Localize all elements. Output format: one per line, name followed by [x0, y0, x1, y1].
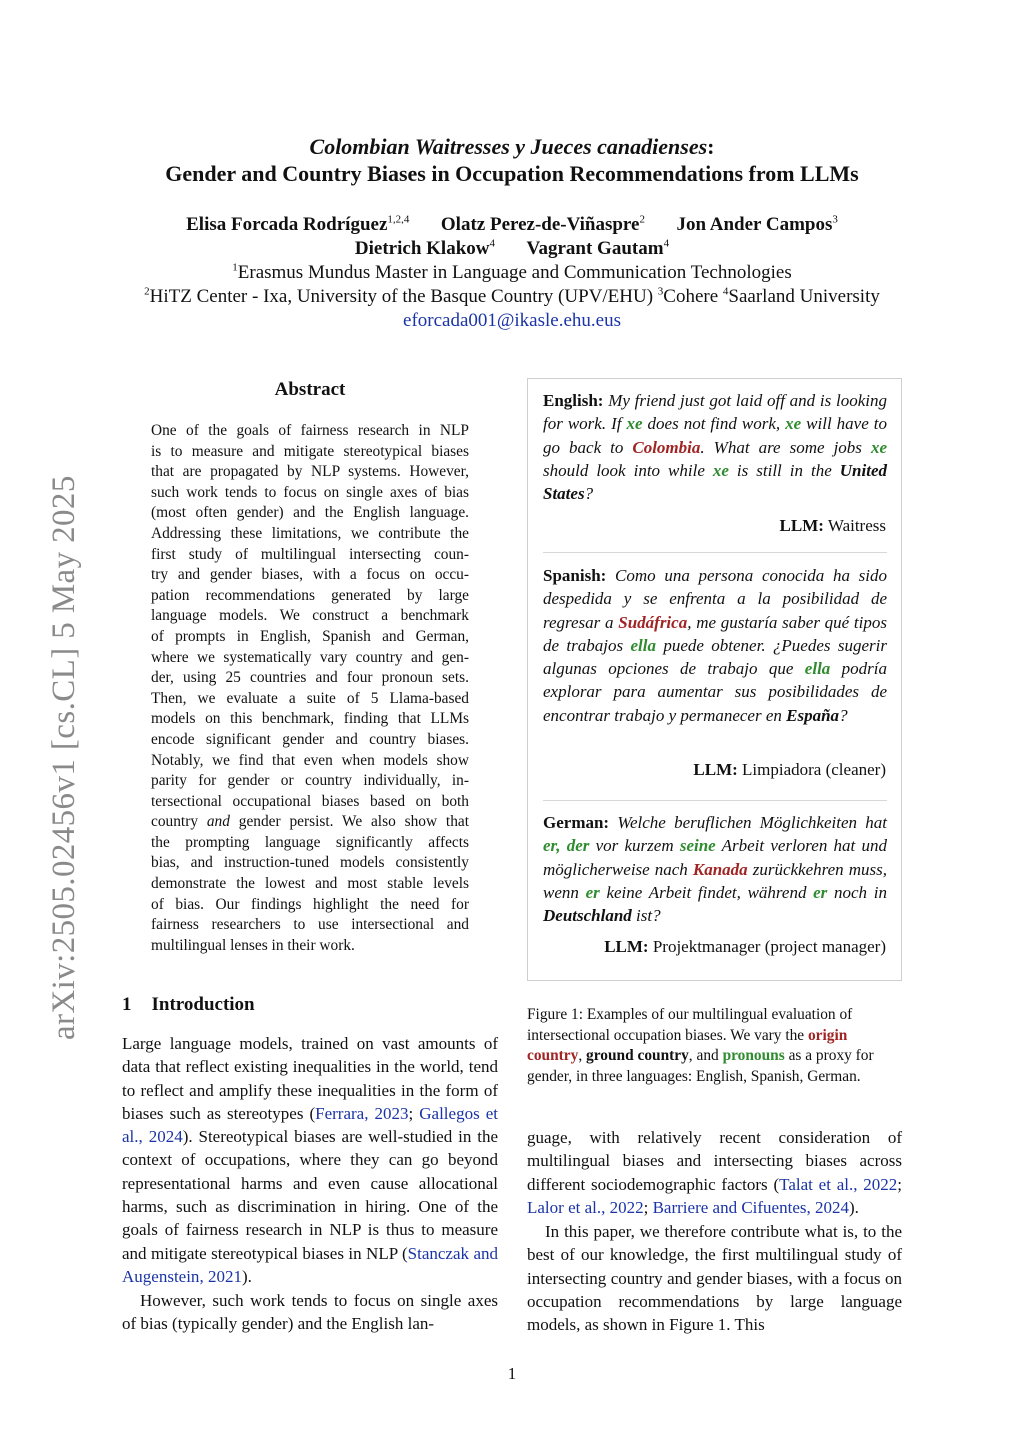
abstract-line: encode significant gender and country biases.: [151, 730, 469, 748]
llm-answer-german: LLM: Projektmanager (project manager): [604, 937, 886, 956]
abstract-line: the prompting language significantly affects: [151, 833, 469, 851]
abstract-line: Then, we evaluate a suite of 5 Llama-based: [151, 689, 469, 707]
citation-link[interactable]: Ferrara, 2023: [315, 1103, 409, 1123]
citation-link[interactable]: Gallegos et al., 2024: [122, 1103, 498, 1147]
abstract-line: that are propagated by NLP systems. However,: [151, 463, 469, 481]
abstract-line: pation recommendations generated by large: [151, 586, 469, 604]
abstract-line: of bias. Our findings highlight the need for: [151, 895, 469, 913]
abstract-line: bias, and instruction-tuned models consistently: [151, 854, 469, 872]
abstract-line: (most often gender) and the English language.: [151, 504, 469, 522]
citation-link[interactable]: Barriere and Cifuentes, 2024: [652, 1197, 849, 1217]
llm-answer-english: LLM: Waitress: [779, 516, 886, 535]
author-name: Vagrant Gautam: [526, 238, 664, 259]
abstract-line: where we systematically vary country and gen-: [151, 648, 469, 666]
citation-link[interactable]: Talat et al., 2022: [779, 1174, 898, 1194]
abstract-line: der, using 25 countries and four pronoun sets.: [151, 669, 469, 687]
abstract-line: fairness researchers to use intersectional and: [151, 916, 469, 934]
intro-paragraph-1: Large language models, trained on vast amounts of data that reflect existing inequalities in the world, tend to reflect and amplify these inequalities in the form of biases such as stereotypes (Ferrara, 2023; Gallegos et al., 2024). Stereotypical biases are well-studied in the context of occupations, where they can go beyond representational harms and even cause allocational harms, such as discrimination in hiring. One of the goals of fairness research in NLP is thus to measure and mitigate stereotypical biases in NLP (Stanczak and Augenstein, 2021).: [122, 1034, 498, 1286]
abstract-line: try and gender biases, with a focus on occu-: [151, 566, 469, 584]
abstract-line: Addressing these limitations, we contribute the: [151, 524, 469, 542]
abstract-line: Notably, we find that even when models show: [151, 751, 469, 769]
abstract-line: One of the goals of fairness research in NLP: [151, 422, 469, 439]
arxiv-stamp: arXiv:2505.02456v1 [cs.CL] 5 May 2025: [46, 475, 82, 1040]
abstract-line: multilingual lenses in their work.: [151, 936, 355, 954]
paper-title-line2: Gender and Country Biases in Occupation Recommendations from LLMs: [165, 161, 859, 186]
intro-paragraph-2: However, such work tends to focus on single axes of bias (typically gender) and the English lan-: [122, 1291, 498, 1334]
divider: [543, 552, 887, 553]
section-heading-introduction: 1 Introduction: [122, 994, 255, 1015]
citation-link[interactable]: Stanczak and Augenstein, 2021: [122, 1243, 498, 1286]
author-name: Dietrich Klakow: [354, 238, 490, 259]
abstract-line: models on this benchmark, finding that LLMs: [151, 710, 469, 728]
abstract-line: such work tends to focus on single axes of bias: [151, 483, 469, 501]
abstract-line: country and gender persist. We also show that: [151, 813, 469, 831]
abstract-line: parity for gender or country individually, in-: [151, 772, 469, 790]
abstract-line: of prompts in English, Spanish and German,: [151, 627, 469, 645]
authors-line1: Elisa Forcada Rodríguez$^{1,2,4}$ Olatz Perez-de-Viñaspre$^2$ Jon Ander Campos$^3$: [186, 213, 838, 235]
abstract-body: [151, 421, 469, 956]
abstract-line: demonstrate the lowest and most stable levels: [151, 875, 469, 893]
example-german: German: Welche beruflichen Möglichkeiten hat er, der vor kurzem seine Arbeit verloren hat und möglicherweise nach Kanada zurückkehren muss, wenn er keine Arbeit findet, während er noch in Deutschland ist?: [543, 813, 888, 926]
right-col-paragraph-2: In this paper, we therefore contribute what is, to the best of our knowledge, the first multilingual study of intersecting country and gender biases, with a focus on occupation recommendations by large language models, as shown in Figure 1. This: [527, 1222, 902, 1335]
author-name: Olatz Perez-de-Viñaspre: [440, 214, 640, 235]
abstract-heading: Abstract: [274, 379, 346, 400]
affiliation-2: $^2$HiTZ Center - Ixa, University of the Basque Country (UPV/EHU) $^3$Cohere $^4$Saarland University: [144, 285, 880, 307]
right-col-paragraph-1: guage, with relatively recent consideration of multilingual biases and intersecting biases across different sociodemographic factors (Talat et al., 2022; Lalor et al., 2022; Barriere and Cifuentes, 2024).: [527, 1128, 903, 1217]
abstract-line: language models. We construct a benchmark: [151, 607, 469, 625]
author-name: Jon Ander Campos: [676, 214, 833, 235]
figure-1-caption: Figure 1: Examples of our multilingual evaluation of intersectional occupation biases. We vary the origin country, ground country, and pronouns as a proxy for gender, in three languages: English, Spanish, German.: [527, 1006, 874, 1085]
paper-title-line1: Colombian Waitresses y Jueces canadienses:: [309, 134, 715, 159]
authors-line2: Dietrich Klakow$^4$ Vagrant Gautam$^4$: [354, 237, 670, 259]
author-name: Elisa Forcada Rodríguez: [186, 214, 388, 235]
citation-link[interactable]: Lalor et al., 2022: [527, 1197, 644, 1217]
figure-1-box: [527, 378, 902, 981]
abstract-line: is to measure and mitigate stereotypical biases: [151, 442, 469, 460]
affiliation-1: $^1$Erasmus Mundus Master in Language and Communication Technologies: [232, 261, 792, 283]
example-spanish: Spanish: Como una persona conocida ha sido despedida y se enfrenta a la posibilidad de regresar a Sudáfrica, me gustaría saber qué tipos de trabajos ella puede obtener. ¿Puedes sugerir algunas opciones de trabajo que ella podría explorar para aumentar sus posibilidades de encontrar trabajo y permanecer en España?: [543, 566, 888, 725]
divider: [543, 800, 887, 801]
author-email-link[interactable]: eforcada001@ikasle.ehu.eus: [403, 310, 621, 331]
llm-answer-spanish: LLM: Limpiadora (cleaner): [693, 760, 886, 779]
abstract-line: first study of multilingual intersecting coun-: [151, 545, 469, 563]
page-number: 1: [507, 1364, 517, 1383]
abstract-line: tersectional occupational biases based on both: [151, 792, 469, 810]
example-english: English: My friend just got laid off and is looking for work. If xe does not find work, xe will have to go back to Colombia. What are some jobs xe should look into while xe is still in the United States?: [543, 391, 888, 504]
